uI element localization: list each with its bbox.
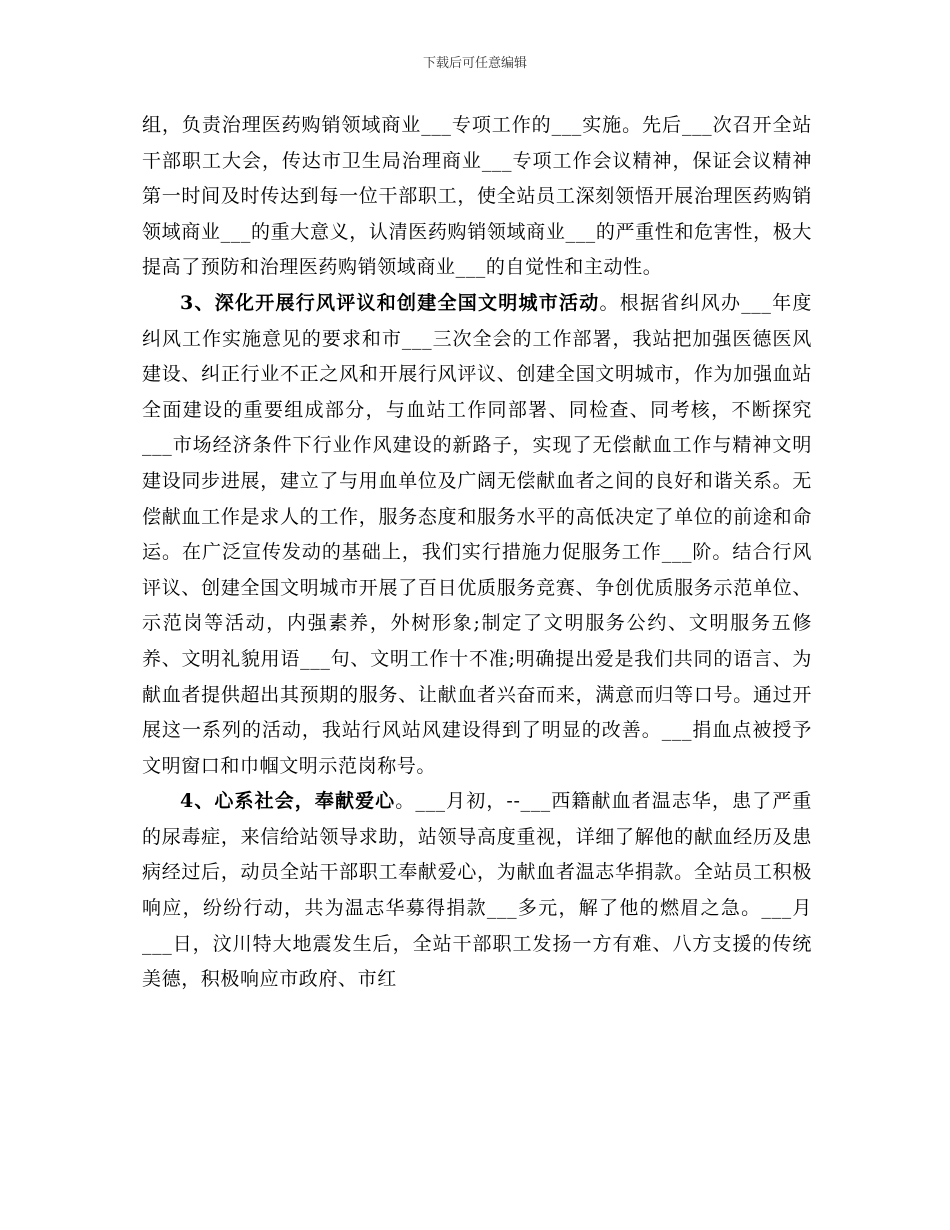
paragraph-text: 组，负责治理医药购销领域商业___专项工作的___实施。先后___次召开全站干部职工大会，传达市卫生局治理商业___专项工作会议精神，保证会议精神第一时间及时传达到每一位干部职工，使全站员工深刻领悟开展治理医药购销领域商业___的重大意义，认清医药购销领域商业___的严重性和危害性，极大提高了预防和治理医药购销领域商业___的自觉性和主动性。 [142, 114, 812, 279]
paragraph-section-4 [142, 784, 812, 998]
document-body [142, 108, 812, 998]
section-4-heading: 4、心系社会，奉献爱心 [180, 790, 396, 813]
section-3-heading: 3、深化开展行风评议和创建全国文明城市活动 [180, 291, 600, 314]
section-3-text: 。根据省纠风办___年度纠风工作实施意见的要求和市___三次全会的工作部署，我站把加强医德医风建设、纠正行业不正之风和开展行风评议、创建全国文明城市，作为加强血站全面建设的重要组成部分，与血站工作同部署、同检查、同考核，不断探究___市场经济条件下行业作风建设的新路子，实现了无偿献血工作与精神文明建设同步进展，建立了与用血单位及广阔无偿献血者之间的良好和谐关系。无偿献血工作是求人的工作，服务态度和服务水平的高低决定了单位的前途和命运。在广泛宣传发动的基础上，我们实行措施力促服务工作___阶。结合行风评议、创建全国文明城市开展了百日优质服务竞赛、争创优质服务示范单位、示范岗等活动，内强素养，外树形象;制定了文明服务公约、文明服务五修养、文明礼貌用语___句、文明工作十不准;明确提出爱是我们共同的语言、为献血者提供超出其预期的服务、让献血者兴奋而来，满意而归等口号。通过开展这一系列的活动，我站行风站风建设得到了明显的改善。___捐血点被授予文明窗口和巾帼文明示范岗称号。 [142, 291, 812, 777]
paragraph-continuation [142, 108, 812, 286]
section-4-text: 。___月初，--___西籍献血者温志华，患了严重的尿毒症，来信给站领导求助，站领导高度重视，详细了解他的献血经历及患病经过后，动员全站干部职工奉献爱心，为献血者温志华捐款。全站员工积极响应，纷纷行动，共为温志华募得捐款___多元，解了他的燃眉之急。___月___日，汶川特大地震发生后，全站干部职工发扬一方有难、八方支援的传统美德，积极响应市政府、市红 [142, 790, 812, 991]
paragraph-section-3 [142, 286, 812, 784]
page-header: 下载后可任意编辑 [422, 56, 527, 71]
